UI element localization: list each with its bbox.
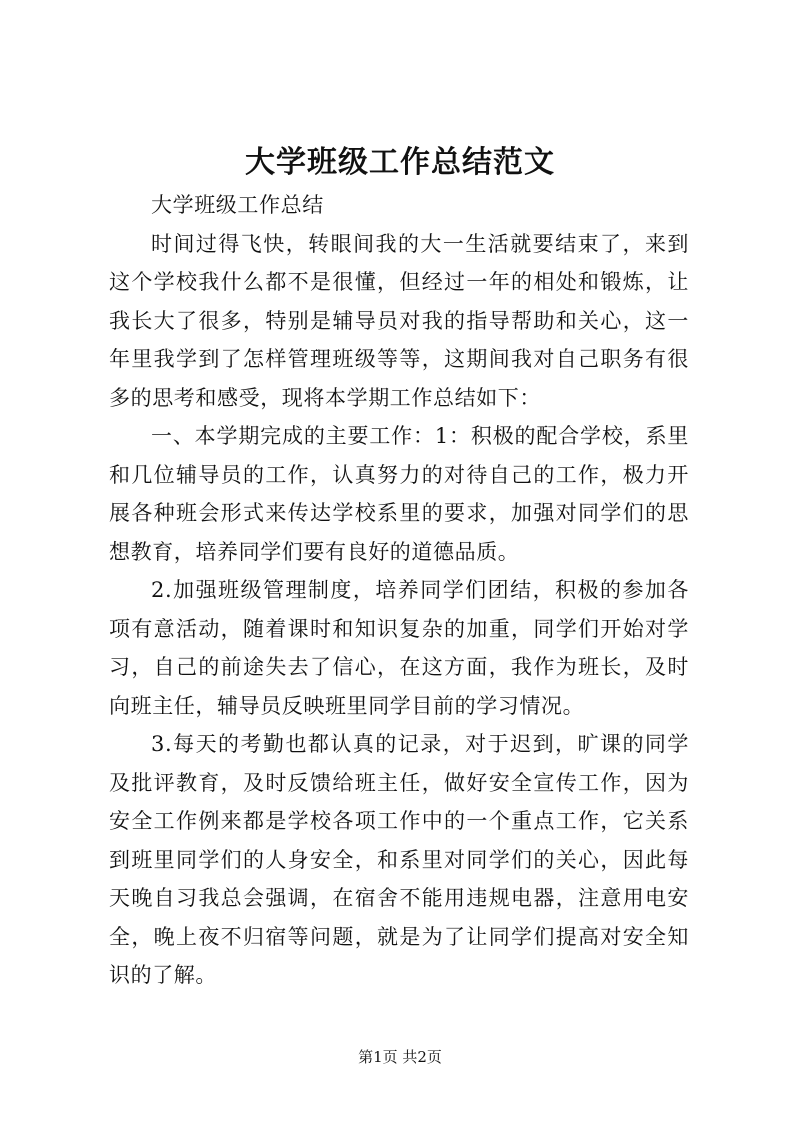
page-number-footer: 第1页 共2页	[358, 1048, 442, 1066]
subtitle-paragraph: 大学班级工作总结	[151, 193, 324, 217]
document-body	[109, 186, 689, 995]
section-one-paragraph: 一、本学期完成的主要工作：1：积极的配合学校，系里和几位辅导员的工作，认真努力的对待自己的工作，极力开展各种班会形式来传达学校系里的要求，加强对同学们的思想教育，培养同学们要有良好的道德品质。	[109, 424, 689, 564]
item-three-paragraph: 3.每天的考勤也都认真的记录，对于迟到，旷课的同学及批评教育，及时反馈给班主任，做好安全宣传工作，因为安全工作例来都是学校各项工作中的一个重点工作，它关系到班里同学们的人身安全，和系里对同学们的关心，因此每天晚自习我总会强调，在宿舍不能用违规电器，注意用电安全，晚上夜不归宿等问题，就是为了让同学们提高对安全知识的了解。	[109, 732, 689, 987]
intro-paragraph: 时间过得飞快，转眼间我的大一生活就要结束了，来到这个学校我什么都不是很懂，但经过一年的相处和锻炼，让我长大了很多，特别是辅导员对我的指导帮助和关心，这一年里我学到了怎样管理班级等等，这期间我对自己职务有很多的思考和感受，现将本学期工作总结如下：	[109, 231, 689, 410]
item-two-paragraph: 2.加强班级管理制度，培养同学们团结，积极的参加各项有意活动，随着课时和知识复杂的加重，同学们开始对学习，自己的前途失去了信心，在这方面，我作为班长，及时向班主任，辅导员反映班里同学目前的学习情况。	[109, 578, 689, 718]
document-title: 大学班级工作总结范文	[245, 145, 555, 180]
